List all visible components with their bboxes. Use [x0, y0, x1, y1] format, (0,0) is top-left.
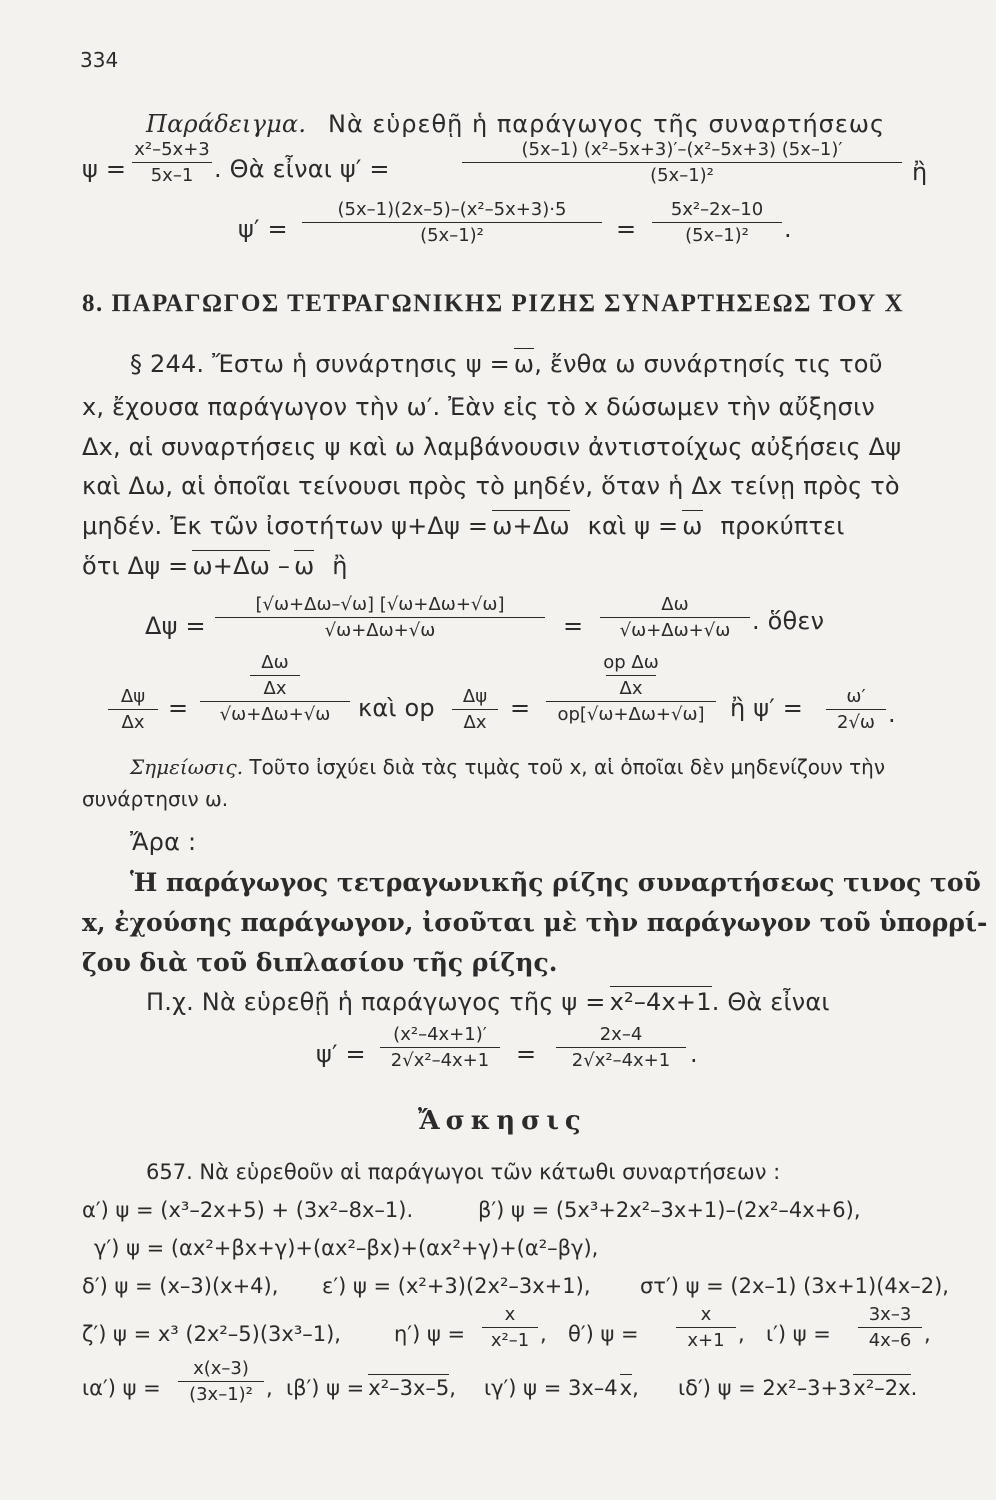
fraction-bar: [108, 709, 158, 710]
example-text: Νὰ εὑρεθῇ ἡ παράγωγος τῆς συναρτήσεως: [328, 110, 886, 138]
fraction-bar: [200, 701, 350, 702]
ratio-den: √ω+Δω+√ω: [219, 704, 331, 725]
dpsi-eq: =: [563, 612, 584, 640]
fraction-bar: [302, 222, 602, 223]
page-number: 334: [80, 48, 119, 72]
fraction-bar: [606, 675, 656, 676]
dpsi-lhs: Δψ =: [145, 612, 206, 640]
para244-line4: καὶ Δω, αἱ ὁποῖαι τείνουσι πρὸς τὸ μηδέν, ὅταν ἡ Δx τείνῃ πρὸς τὸ: [82, 472, 900, 500]
ara: Ἄρα :: [130, 828, 197, 856]
px-den: 2√x²–4x+1: [390, 1050, 490, 1071]
askisis-title: Ἄσκησις: [418, 1106, 587, 1136]
fraction-bar: [462, 162, 902, 163]
ratio-right-den: op[√ω+Δω+√ω]: [557, 704, 705, 725]
exercise-period: .: [910, 1376, 918, 1400]
section-heading: 8. ΠΑΡΑΓΩΓΟΣ ΤΕΤΡΑΓΩΝΙΚΗΣ ΡΙΖΗΣ ΣΥΝΑΡΤΗΣΕΩΣ ΤΟΥ Χ: [82, 290, 905, 317]
exercise-b: β′) ψ = (5x³+2x²–3x+1)–(2x²–4x+6),: [478, 1198, 861, 1222]
theorem-line1: Ἡ παράγωγος τετραγωνικῆς ρίζης συναρτήσεως τινος τοῦ: [130, 868, 981, 897]
px-num2: 2x–4: [599, 1024, 643, 1045]
fraction-bar: [132, 162, 212, 163]
note-label: Σημείωσις.: [130, 755, 244, 779]
para-text: προκύπτει: [720, 512, 845, 540]
exercise-i-den: 4x–6: [868, 1330, 912, 1351]
op-label: op: [603, 652, 626, 673]
delta-omega: Δω: [631, 652, 659, 673]
exercise-comma: ,: [540, 1322, 547, 1346]
ratio-eq2: =: [510, 694, 531, 722]
dpsi-fraction: [215, 594, 545, 641]
ratio-right-inner-den: Δx: [619, 678, 643, 699]
exercise-ib-label: ιβ′) ψ =: [286, 1376, 365, 1400]
para-text: ἢ: [332, 552, 348, 580]
sqrt-poly: x²–4x+1: [609, 988, 712, 1016]
para-text: Π.χ. Νὰ εὑρεθῇ ἡ παράγωγος τῆς ψ =: [146, 988, 606, 1016]
line2-den: (5x–1)²: [420, 225, 484, 246]
psi-def-num: x²–5x+3: [134, 139, 210, 160]
sqrt-omega-delta: ω+Δω: [492, 512, 570, 540]
fraction-bar: [546, 701, 716, 702]
ratio-lhs-num: Δψ: [120, 686, 146, 707]
px-lhs: ψ′ =: [316, 1040, 366, 1068]
dpsi-den2: √ω+Δω+√ω: [619, 620, 731, 641]
note-line2: συνάρτησιν ω.: [82, 787, 229, 811]
exercise-g: γ′) ψ = (αx²+βx+γ)+(αx²–βx)+(αx²+γ)+(α²–βγ),: [94, 1236, 599, 1260]
final-fraction: [826, 686, 886, 733]
ratio-right-fraction: [546, 652, 716, 725]
para-text: –: [277, 552, 291, 580]
final-den: 2√ω: [837, 712, 875, 733]
exercise-ia-fraction: [178, 1358, 264, 1405]
exercise-d: δ′) ψ = (x–3)(x+4),: [82, 1274, 279, 1298]
exercise-ib: [286, 1376, 456, 1400]
px-dot: .: [690, 1040, 698, 1068]
para244-line1: [130, 350, 883, 378]
para-text: , ἔνθα ω συνάρτησίς τις τοῦ: [534, 350, 883, 378]
sqrt-omega: ω: [294, 552, 315, 580]
exercise-h-fraction: [482, 1304, 538, 1351]
exercise-ig: [484, 1376, 639, 1400]
psi-def-fraction: [132, 139, 212, 186]
exercise-comma: ,: [632, 1376, 639, 1400]
tha-einai: . Θὰ εἶναι ψ′ =: [214, 155, 390, 183]
fraction-bar: [600, 617, 750, 618]
exercise-comma: ,: [266, 1376, 273, 1400]
exercise-ib-sqrt: x²–3x–5: [368, 1376, 450, 1400]
sqrt-omega: ω: [513, 350, 535, 378]
exercise-z: ζ′) ψ = x³ (2x²–5)(3x³–1),: [82, 1322, 341, 1346]
ratio-right-inner-num: [546, 652, 716, 673]
kai-op: καὶ op: [358, 694, 435, 722]
para244-line2: x, ἔχουσα παράγωγον τὴν ω′. Ἐὰν εἰς τὸ x δώσωμεν τὴν αὔξησιν: [82, 393, 875, 421]
exercise-ia-label: ια′) ψ =: [82, 1376, 161, 1400]
final-dot: .: [888, 700, 896, 728]
note-line1: [130, 755, 885, 779]
dpsi-num: [√ω+Δω–√ω] [√ω+Δω+√ω]: [255, 594, 505, 615]
ratio-lhs-den: Δx: [121, 712, 145, 733]
para244-line3: Δx, αἱ συναρτήσεις ψ καὶ ω λαμβάνουσιν ἀντιστοίχως αὐξήσεις Δψ: [82, 433, 902, 461]
sqrt-omega-delta: ω+Δω: [192, 552, 271, 580]
px-line1: [146, 988, 830, 1016]
para-text: μηδέν. Ἐκ τῶν ἰσοτήτων ψ+Δψ =: [82, 512, 489, 540]
line2-dot: .: [784, 215, 792, 243]
lim-num: Δψ: [462, 686, 488, 707]
ratio-or: ἢ ψ′ =: [730, 694, 804, 722]
px-fraction: [380, 1024, 500, 1071]
para244-line5: [82, 512, 845, 540]
fraction-bar: [250, 675, 300, 676]
exercise-a: α′) ψ = (x³–2x+5) + (3x²–8x–1).: [82, 1198, 414, 1222]
exercise-st: στ′) ψ = (2x–1) (3x+1)(4x–2),: [640, 1274, 949, 1298]
para-text: § 244. Ἔστω ἡ συνάρτησις ψ =: [130, 350, 510, 378]
exercise-id: [678, 1376, 917, 1400]
fraction-bar: [556, 1047, 686, 1048]
theorem-line3: ζου διὰ τοῦ διπλασίου τῆς ρίζης.: [82, 948, 558, 977]
or-word: ἢ: [912, 158, 928, 186]
exercise-ia-num: x(x–3): [193, 1358, 249, 1379]
example-line: [146, 110, 885, 138]
px-den2: 2√x²–4x+1: [571, 1050, 671, 1071]
line2-eq: =: [616, 215, 637, 243]
lim-den: Δx: [463, 712, 487, 733]
exercise-th-num: x: [700, 1304, 712, 1325]
line2-lhs: ψ′ =: [238, 215, 288, 243]
ratio-inner-num: Δω: [261, 652, 289, 673]
exercise-i-label: ι′) ψ =: [766, 1322, 831, 1346]
exercise-th-fraction: [676, 1304, 736, 1351]
exercise-intro: 657. Νὰ εὑρεθοῦν αἱ παράγωγοι τῶν κάτωθι συναρτήσεων :: [146, 1160, 781, 1184]
ratio-compound-fraction: [200, 652, 350, 725]
dpsi-num2: Δω: [661, 594, 689, 615]
px-eq: =: [516, 1040, 537, 1068]
fraction-bar: [178, 1381, 264, 1382]
sqrt-omega: ω: [682, 512, 703, 540]
fraction-bar: [858, 1327, 922, 1328]
exercise-comma: ,: [738, 1322, 745, 1346]
deriv-den: (5x–1)²: [650, 165, 714, 186]
para-text: . Θὰ εἶναι: [711, 988, 830, 1016]
ratio-eq1: =: [168, 694, 189, 722]
example-label: Παράδειγμα.: [146, 110, 307, 138]
fraction-bar: [826, 709, 886, 710]
fraction-bar: [452, 709, 498, 710]
exercise-e: ε′) ψ = (x²+3)(2x²–3x+1),: [322, 1274, 591, 1298]
line2-fraction: [302, 199, 602, 246]
line2-num: (5x–1)(2x–5)–(x²–5x+3)·5: [337, 199, 567, 220]
line2-den2: (5x–1)²: [685, 225, 749, 246]
ratio-inner-den: Δx: [263, 678, 287, 699]
exercise-h-num: x: [504, 1304, 516, 1325]
exercise-i-num: 3x–3: [868, 1304, 912, 1325]
fraction-bar: [676, 1327, 736, 1328]
exercise-ia-den: (3x–1)²: [189, 1384, 253, 1405]
exercise-ig-label: ιγ′) ψ = 3x–4: [484, 1376, 618, 1400]
deriv-fraction: [462, 139, 902, 186]
para244-line6: [82, 552, 348, 580]
exercise-th-den: x+1: [687, 1330, 725, 1351]
exercise-ig-sqrt: x: [619, 1376, 633, 1400]
fraction-bar: [652, 222, 782, 223]
exercise-h-den: x²–1: [490, 1330, 530, 1351]
fraction-bar: [215, 617, 545, 618]
hothen: . ὅθεν: [752, 607, 825, 635]
lim-fraction: [452, 686, 498, 733]
px-num: (x²–4x+1)′: [393, 1024, 487, 1045]
fraction-bar: [482, 1327, 538, 1328]
ratio-lhs-fraction: [108, 686, 158, 733]
exercise-h-label: η′) ψ =: [394, 1322, 466, 1346]
theorem-line2: x, ἐχούσης παράγωγον, ἰσοῦται μὲ τὴν παράγωγον τοῦ ὑπορρί-: [82, 908, 988, 937]
exercise-i-fraction: [858, 1304, 922, 1351]
exercise-comma: ,: [449, 1376, 456, 1400]
exercise-comma: ,: [924, 1322, 931, 1346]
px-fraction2: [556, 1024, 686, 1071]
note-text: Τοῦτο ἰσχύει διὰ τὰς τιμὰς τοῦ x, αἱ ὁποῖαι δὲν μηδενίζουν τὴν: [249, 755, 885, 779]
fraction-bar: [380, 1047, 500, 1048]
final-num: ω′: [846, 686, 866, 707]
line2-num2: 5x²–2x–10: [670, 199, 764, 220]
psi-def-den: 5x–1: [150, 165, 194, 186]
psi-def-lhs: ψ =: [82, 155, 127, 183]
dpsi-den: √ω+Δω+√ω: [324, 620, 436, 641]
exercise-id-label: ιδ′) ψ = 2x²–3+3: [678, 1376, 852, 1400]
para-text: ὅτι Δψ =: [82, 552, 189, 580]
exercise-th-label: θ′) ψ =: [568, 1322, 639, 1346]
exercise-id-sqrt: x²–2x: [853, 1376, 911, 1400]
deriv-num: (5x–1) (x²–5x+3)′–(x²–5x+3) (5x–1)′: [521, 139, 843, 160]
line2-fraction2: [652, 199, 782, 246]
dpsi-fraction2: [600, 594, 750, 641]
para-text: καὶ ψ =: [587, 512, 679, 540]
